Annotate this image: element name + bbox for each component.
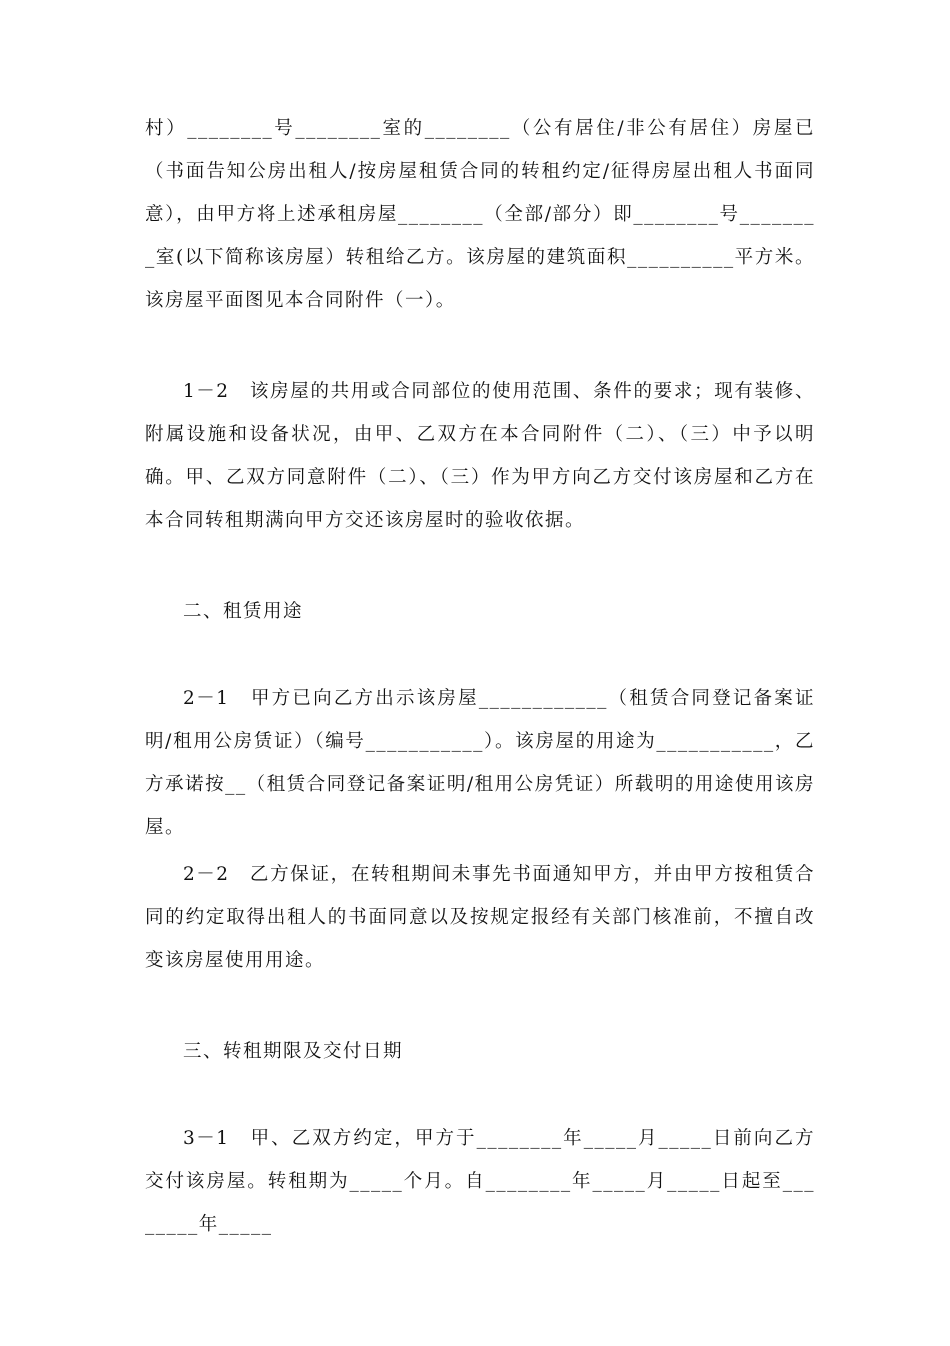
paragraph-2-1: 2－1 甲方已向乙方出示该房屋____________（租赁合同登记备案证明/租用公房赁证）（编号___________）。该房屋的用途为___________，乙方承诺按__（租赁合同登记备案证明/租用公房凭证）所载明的用途使用该房屋。 bbox=[145, 688, 815, 838]
section-heading-rental-purpose: 二、租赁用途 bbox=[183, 601, 304, 622]
paragraph-premises-description: 村）________号________室的________（公有居住/非公有居住）房屋已（书面告知公房出租人/按房屋租赁合同的转租约定/征得房屋出租人书面同意），由甲方将上述承租房屋________（全部/部分）即________号________室(以下简称该房屋）转租给乙方。该房屋的建筑面积__________平方米。该房屋平面图见本合同附件（一）。 bbox=[145, 118, 815, 311]
paragraph-2-2: 2－2 乙方保证，在转租期间未事先书面通知甲方，并由甲方按租赁合同的约定取得出租人的书面同意以及按规定报经有关部门核准前，不擅自改变该房屋使用用途。 bbox=[145, 864, 815, 971]
section-heading-sublease-term: 三、转租期限及交付日期 bbox=[183, 1041, 404, 1062]
paragraph-1-2: 1－2 该房屋的共用或合同部位的使用范围、条件的要求；现有装修、附属设施和设备状况，由甲、乙双方在本合同附件（二）、（三）中予以明确。甲、乙双方同意附件（二）、（三）作为甲方向乙方交付该房屋和乙方在本合同转租期满向甲方交还该房屋时的验收依据。 bbox=[145, 381, 815, 531]
paragraph-3-1: 3－1 甲、乙双方约定，甲方于________年_____月_____日前向乙方交付该房屋。转租期为_____个月。自________年_____月_____日起至________年_____ bbox=[145, 1128, 815, 1235]
